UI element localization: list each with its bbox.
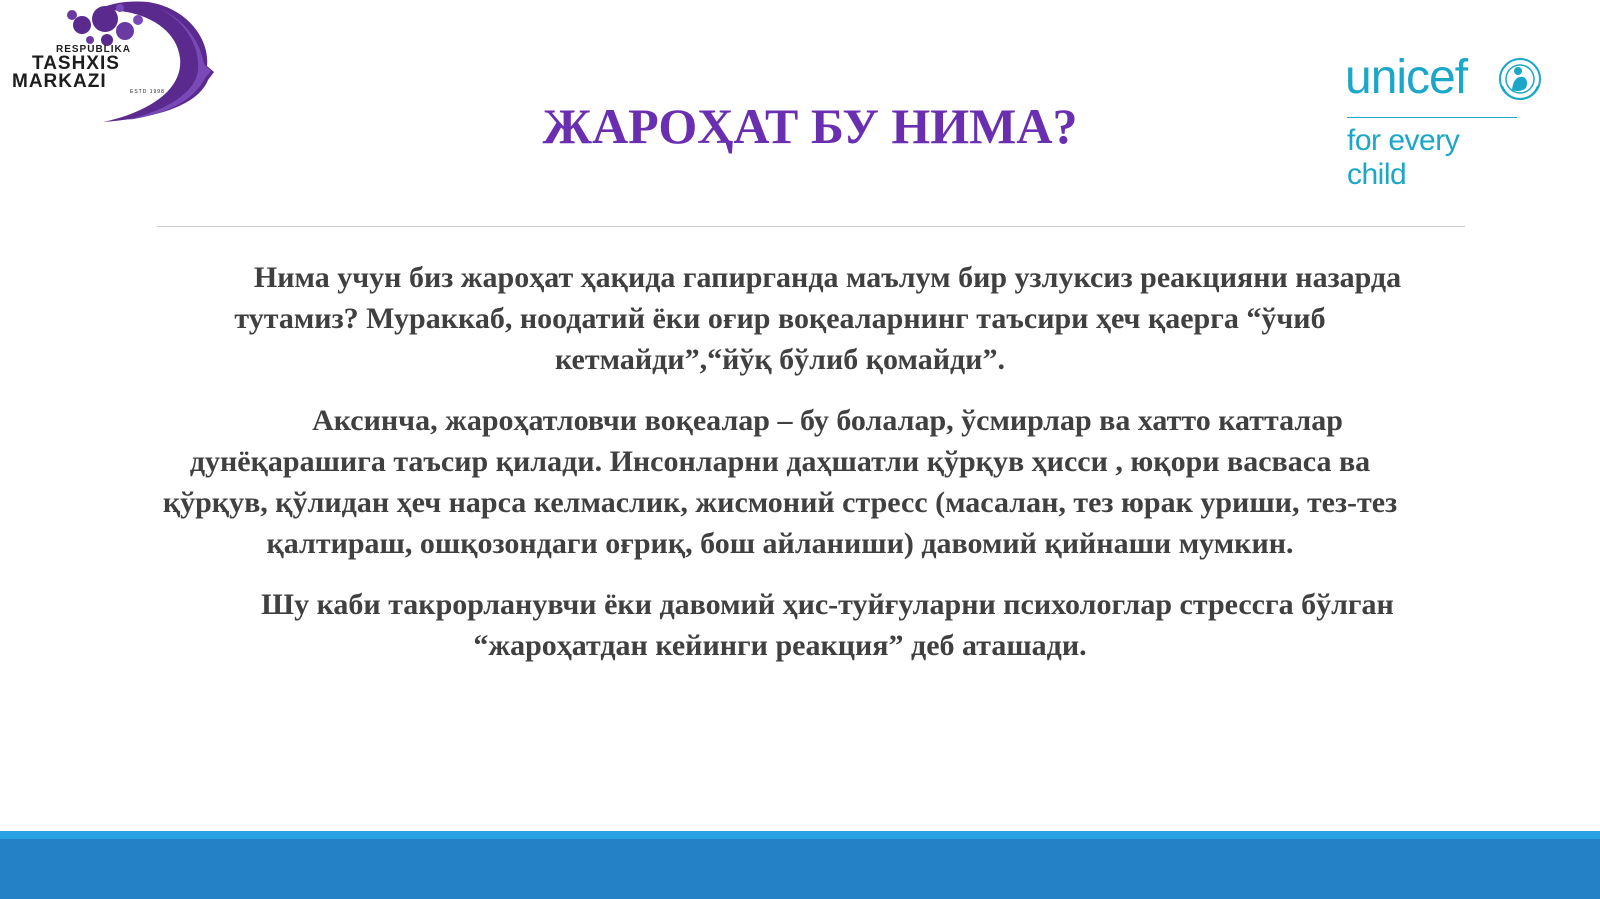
slide-body xyxy=(135,257,1425,686)
unicef-logo xyxy=(1345,51,1525,191)
logo-line-markazi: MARKAZI xyxy=(12,71,107,92)
logo-line-tashxis: TASHXIS xyxy=(32,53,120,74)
footer-band xyxy=(0,831,1600,899)
unicef-wordmark: unicef xyxy=(1345,51,1468,104)
footer-band-accent xyxy=(0,831,1600,839)
paragraph-1: Нима учун биз жароҳат ҳақида гапирганда маълум бир узлуксиз реакцияни назарда тутамиз? Мураккаб, ноодатий ёки оғир воқеаларнинг таъсири ҳеч қаерга “ўчиб кетмайди”,“йўқ бўлиб қомайди”. xyxy=(234,261,1402,376)
paragraph-3: Шу каби такрорланувчи ёки давомий ҳис-туйғуларни психологлар стрессга бўлган “жароҳатдан кейинги реакция” деб аташади. xyxy=(261,588,1394,662)
tashxis-markazi-logo xyxy=(8,0,223,130)
unicef-divider xyxy=(1347,117,1517,118)
unicef-tagline: for every child xyxy=(1347,124,1460,191)
slide-title: ЖАРОҲАТ БУ НИМА? xyxy=(542,98,1078,154)
logo-line-estd: ESTD 1998 xyxy=(130,89,165,95)
paragraph-2: Аксинча, жароҳатловчи воқеалар – бу болалар, ўсмирлар ва хатто катталар дунёқарашига таъсир қилади. Инсонларни даҳшатли қўрқув ҳисси , юқори васваса ва қўрқув, қўлидан ҳеч нарса келмаслик, жисмоний стресс (масалан, тез юрак уриши, тез-тез қалтираш, ошқозондаги оғриқ, бош айланиши) давомий қийнаши мумкин. xyxy=(162,404,1398,560)
title-divider xyxy=(157,226,1465,227)
logo-line-respublika: RESPUBLIKA xyxy=(56,44,132,55)
unicef-emblem-icon xyxy=(1497,56,1543,102)
